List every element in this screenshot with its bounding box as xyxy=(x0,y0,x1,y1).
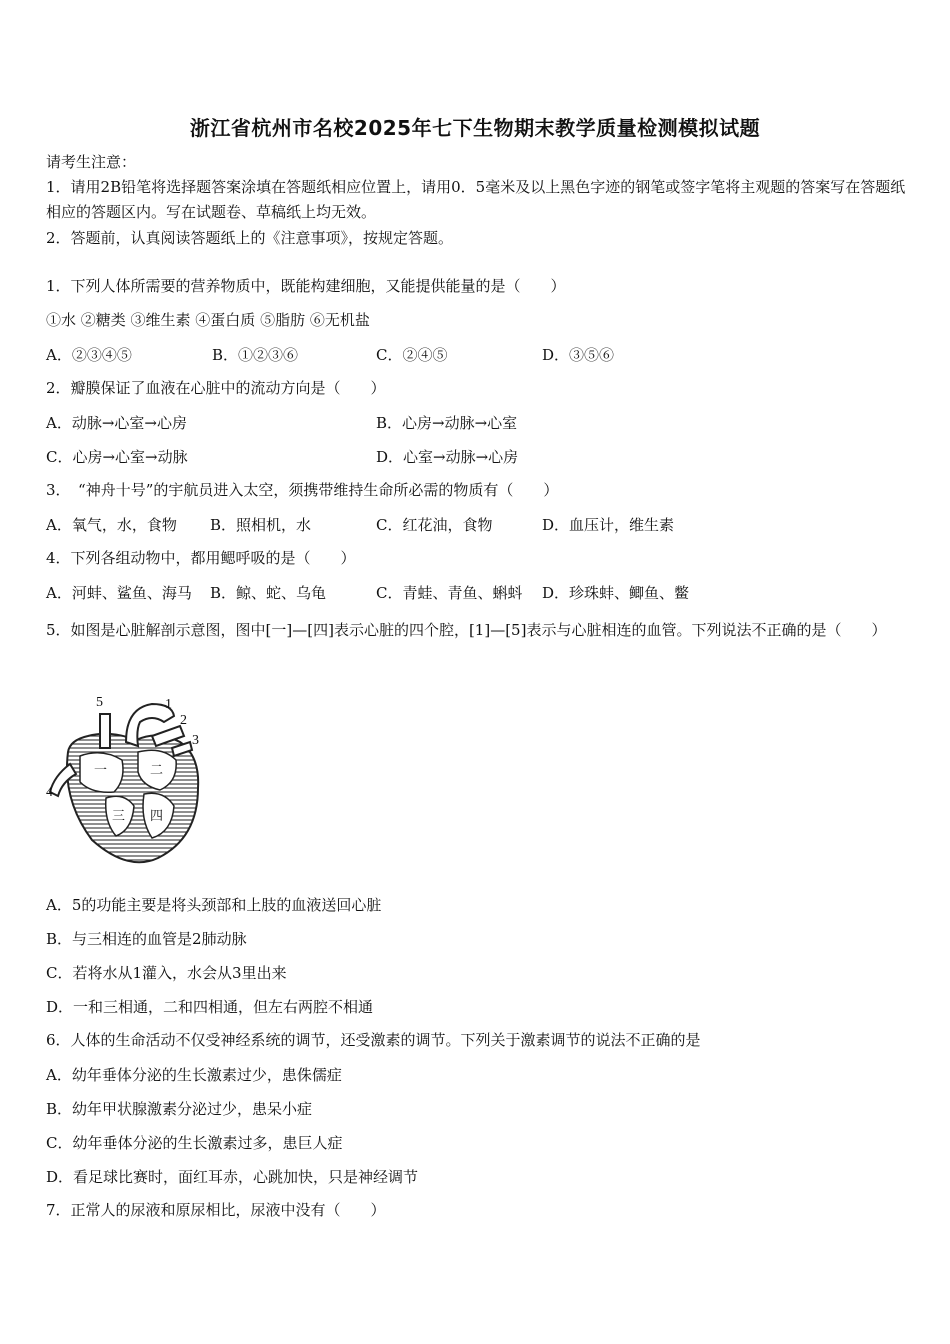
question-6-stem: 6．人体的生命活动不仅受神经系统的调节，还受激素的调节。下列关于激素调节的说法不正确的是 xyxy=(46,1031,701,1049)
notice-item-1: 1．请用2B铅笔将选择题答案涂填在答题纸相应位置上，请用0．5毫米及以上黑色字迹的钢笔或签字笔将主观题的答案写在答题纸相应的答题区内。写在试题卷、草稿纸上均无效。 xyxy=(46,178,906,221)
heart-diagram xyxy=(40,690,210,870)
q2-option-d: D．心室→动脉→心房 xyxy=(376,448,519,466)
q3-option-a: A．氧气，水，食物 xyxy=(46,516,177,534)
q6-option-c: C．幼年垂体分泌的生长激素过多，患巨人症 xyxy=(46,1134,343,1152)
question-1-stem: 1．下列人体所需要的营养物质中，既能构建细胞，又能提供能量的是（ ） xyxy=(46,277,566,295)
label-chamber-1: 一 xyxy=(94,762,108,777)
question-5-stem: 5．如图是心脏解剖示意图，图中[一]—[四]表示心脏的四个腔，[1]—[5]表示与心脏相连的血管。下列说法不正确的是（ ） xyxy=(46,621,887,639)
question-2-stem: 2．瓣膜保证了血液在心脏中的流动方向是（ ） xyxy=(46,379,386,397)
q3-option-c: C．红花油，食物 xyxy=(376,516,493,534)
question-7-stem: 7．正常人的尿液和原尿相比，尿液中没有（ ） xyxy=(46,1201,386,1219)
q4-option-d: D．珍珠蚌、鲫鱼、鳖 xyxy=(542,584,690,602)
q5-option-c: C．若将水从1灌入，水会从3里出来 xyxy=(46,964,287,982)
page-title: 浙江省杭州市名校2025年七下生物期末教学质量检测模拟试题 xyxy=(189,116,761,140)
q1-option-d: D．③⑤⑥ xyxy=(542,346,615,364)
notice-heading: 请考生注意： xyxy=(46,153,137,171)
q5-option-b: B．与三相连的血管是2肺动脉 xyxy=(46,930,247,948)
q4-option-a: A．河蚌、鲨鱼、海马 xyxy=(46,584,192,602)
q4-option-c: C．青蛙、青鱼、蝌蚪 xyxy=(376,584,523,602)
q3-option-d: D．血压计，维生素 xyxy=(542,516,675,534)
vessel-5 xyxy=(100,714,110,748)
q2-option-c: C．心房→心室→动脉 xyxy=(46,448,188,466)
q1-option-a: A．②③④⑤ xyxy=(46,346,132,364)
q1-option-c: C．②④⑤ xyxy=(376,346,448,364)
label-3: 3 xyxy=(192,733,199,748)
q5-option-d: D．一和三相通，二和四相通，但左右两腔不相通 xyxy=(46,998,374,1016)
question-3-stem: 3． “神舟十号”的宇航员进入太空，须携带维持生命所必需的物质有（ ） xyxy=(46,481,559,499)
q2-option-b: B．心房→动脉→心室 xyxy=(376,414,518,432)
question-1-sub: ①水 ②糖类 ③维生素 ④蛋白质 ⑤脂肪 ⑥无机盐 xyxy=(46,311,370,329)
label-5: 5 xyxy=(96,695,103,710)
label-4: 4 xyxy=(46,785,53,800)
question-4-stem: 4．下列各组动物中，都用鳃呼吸的是（ ） xyxy=(46,549,356,567)
label-chamber-3: 三 xyxy=(112,808,126,823)
label-2: 2 xyxy=(180,713,187,728)
q5-option-a: A．5的功能主要是将头颈部和上肢的血液送回心脏 xyxy=(46,896,382,914)
q4-option-b: B．鲸、蛇、乌龟 xyxy=(210,584,327,602)
label-chamber-2: 二 xyxy=(150,762,164,777)
label-chamber-4: 四 xyxy=(150,808,164,823)
q6-option-b: B．幼年甲状腺激素分泌过少，患呆小症 xyxy=(46,1100,313,1118)
q1-option-b: B．①②③⑥ xyxy=(212,346,299,364)
q6-option-d: D．看足球比赛时，面红耳赤，心跳加快，只是神经调节 xyxy=(46,1168,419,1186)
q6-option-a: A．幼年垂体分泌的生长激素过少，患侏儒症 xyxy=(46,1066,342,1084)
q2-option-a: A．动脉→心室→心房 xyxy=(46,414,187,432)
notice-item-2: 2．答题前，认真阅读答题纸上的《注意事项》，按规定答题。 xyxy=(46,229,454,247)
q3-option-b: B．照相机，水 xyxy=(210,516,312,534)
label-1: 1 xyxy=(165,697,172,712)
